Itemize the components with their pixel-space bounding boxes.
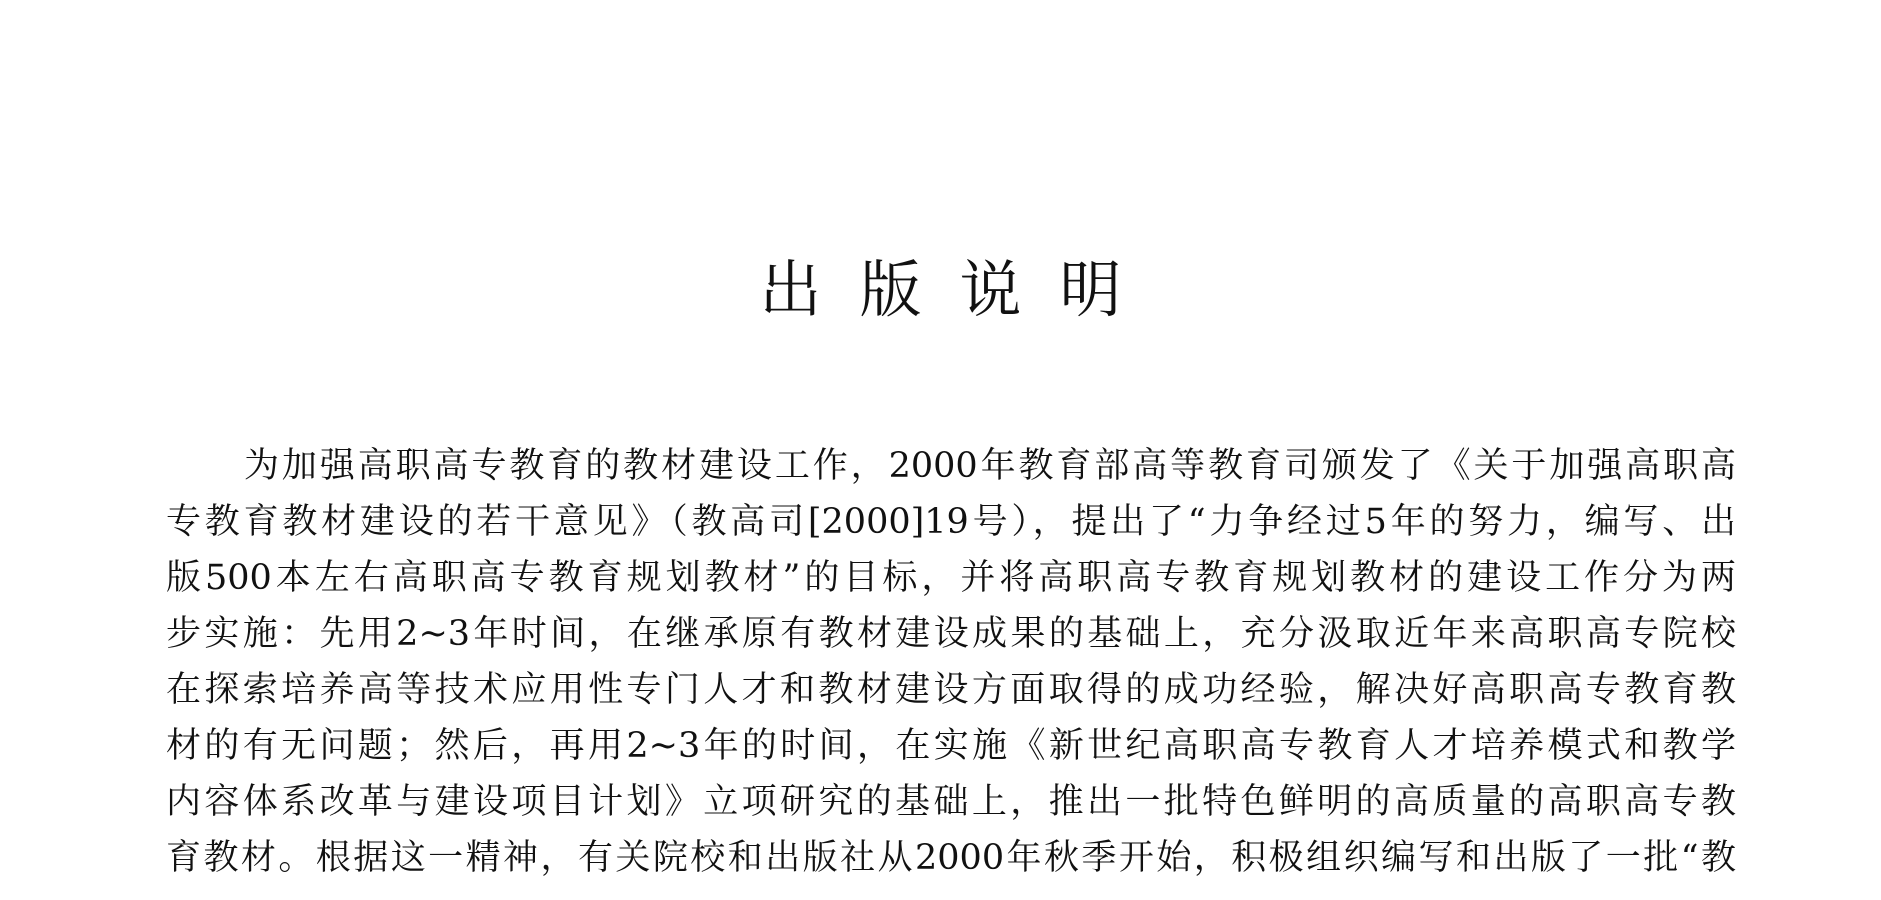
body-paragraph	[166, 438, 1736, 886]
paragraph-line-2: 专教育教材建设的若干意见》（教高司[2000]19号），提出了“力争经过5年的努力，编写、出	[166, 502, 1736, 542]
page-title: 出版说明	[759, 253, 1160, 326]
paragraph-line-4: 步实施：先用2~3年时间，在继承原有教材建设成果的基础上，充分汲取近年来高职高专院校	[166, 614, 1736, 654]
paragraph-line-6: 材的有无问题；然后，再用2~3年的时间，在实施《新世纪高职高专教育人才培养模式和教学	[166, 726, 1736, 766]
paragraph-line-3: 版500本左右高职高专教育规划教材”的目标，并将高职高专教育规划教材的建设工作分为两	[166, 558, 1736, 598]
paragraph-line-8: 育教材。根据这一精神，有关院校和出版社从2000年秋季开始，积极组织编写和出版了一批“教	[166, 838, 1736, 878]
paragraph-line-1: 为加强高职高专教育的教材建设工作，2000年教育部高等教育司颁发了《关于加强高职高	[244, 446, 1736, 486]
paragraph-line-7: 内容体系改革与建设项目计划》立项研究的基础上，推出一批特色鲜明的高质量的高职高专教	[166, 782, 1736, 822]
paragraph-line-5: 在探索培养高等技术应用性专门人才和教材建设方面取得的成功经验，解决好高职高专教育教	[166, 670, 1736, 710]
